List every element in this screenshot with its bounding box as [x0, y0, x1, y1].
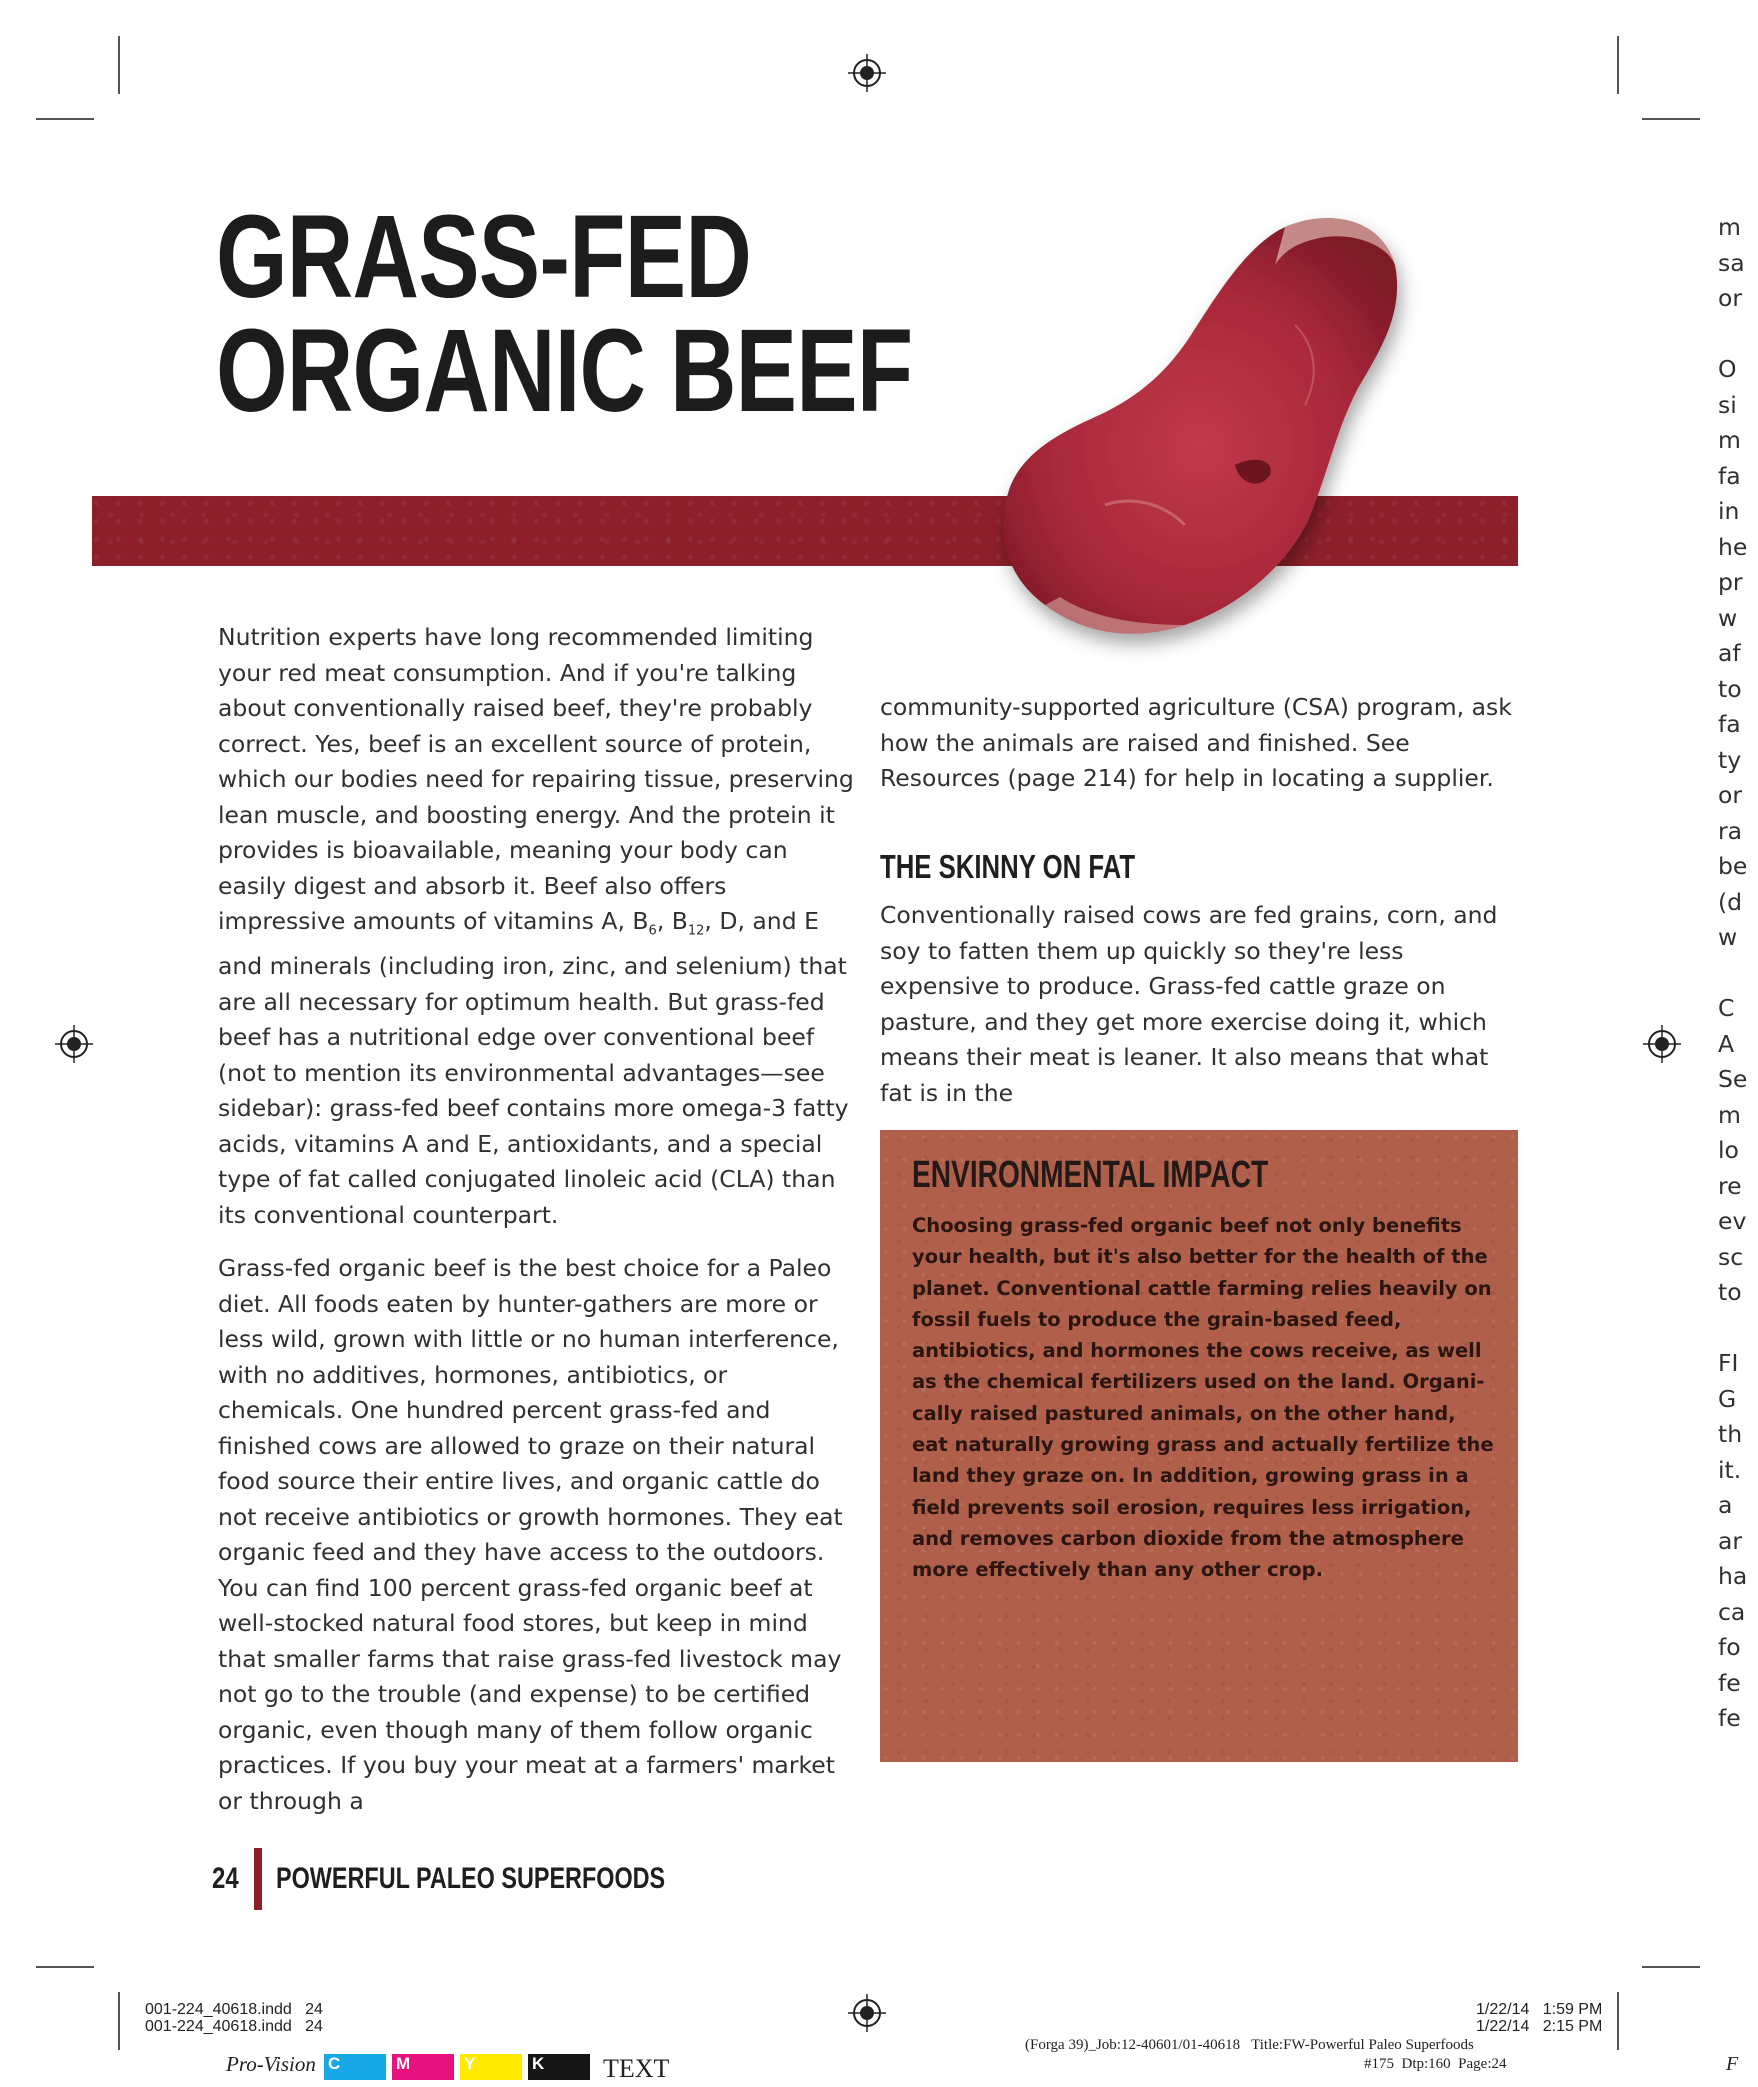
crop-mark [1617, 1992, 1619, 2050]
crop-mark [36, 1966, 94, 1968]
left-column [218, 620, 858, 1819]
crop-mark [1617, 36, 1619, 94]
registration-mark-icon [1643, 1025, 1681, 1063]
crop-mark [1642, 1966, 1700, 1968]
sidebar-text: Choosing grass-fed organic beef not only benefits your health, but it's also better for the health of the planet. Conventional cattle farming relies heavily on fossil fuels to produce the grain-based feed, antibiotics, and hormones the cows receive, as well as the chemical fertilizers used on the land. Organi-cally raised pastured animals, on the other hand, eat naturally growing grass and actually fertilize the land they graze on. In addition, growing grass in a field prevents soil erosion, requires less irrigation, and removes carbon dioxide from the atmosphere more effectively than any other crop. [912, 1214, 1494, 1582]
book-title: POWERFUL PALEO SUPERFOODS [276, 1862, 666, 1895]
folio-divider [254, 1848, 262, 1910]
section-heading: THE SKINNY ON FAT [880, 848, 1136, 885]
title-line-1: GRASS-FED [216, 191, 752, 323]
steak-photo [985, 205, 1425, 655]
subscript: 12 [687, 923, 705, 939]
slug-date-line-2: 1/22/14 2:15 PM [1476, 2018, 1603, 2035]
paragraph: Nutrition experts have long recommended limiting your red meat consumption. And if you're talking about conventionally raised beef, they're probably correct. Yes, beef is an excellent source of protein, which our bodies need for repairing tissue, preserving lean muscle, and boosting energy. And the protein it provides is bioavailable, meaning your body can easily digest and absorb it. Beef also offers impressive amounts of vitamins A, $B_6$, $B_{12}$, D, and E and minerals (including iron, zinc, and selenium) that are all necessary for optimum health. But grass-fed beef has a nutritional edge over conventional beef (not to mention its environmental advantages—see sidebar): grass-fed beef contains more omega-3 fatty acids, vitamins A and E, antioxidants, and a special type of fat called conjugated linoleic acid (CLA) than its conventional counterpart. [218, 623, 854, 1229]
registration-mark-icon [55, 1025, 93, 1063]
adjacent-edge-glyph: F [1726, 2053, 1739, 2075]
adjacent-page-fragment: m sa or O si m fa in he pr w af to fa ty or ra be (d w C A Se m lo re ev sc to FI G th it. a ar ha ca fo fe fe [1718, 213, 1748, 1732]
slug-job-line-1: (Forga 39)_Job:12-40601/01-40618 Title:FW-Powerful Paleo Superfoods [1025, 2037, 1474, 2053]
slug-date-line-1: 1/22/14 1:59 PM [1476, 2001, 1603, 2018]
swatch-yellow: Y [460, 2054, 522, 2080]
crop-mark [118, 1992, 120, 2050]
registration-mark-icon [848, 54, 886, 92]
page-title [216, 191, 913, 437]
slug-file-line-1: 001-224_40618.indd 24 [145, 2001, 323, 2018]
section-text: Conventionally raised cows are fed grains, corn, and soy to fatten them up quickly so they're less expensive to produce. Grass-fed cattle graze on pasture, and they get more exercise doing it, which means their meat is leaner. It also means that what fat is in the [880, 901, 1498, 1107]
text-label: TEXT [603, 2054, 670, 2083]
swatch-magenta: M [392, 2054, 454, 2080]
crop-mark [36, 118, 94, 120]
environmental-impact-sidebar [880, 1130, 1518, 1762]
registration-mark-icon [848, 1994, 886, 2032]
swatch-black: K [528, 2054, 590, 2080]
right-column-continuation: community-supported agriculture (CSA) program, ask how the animals are raised and finished. See Resources (page 214) for help in locating a supplier. [880, 693, 1512, 792]
sidebar-heading: ENVIRONMENTAL IMPACT [912, 1154, 1269, 1196]
subscript: 6 [648, 923, 657, 939]
swatch-cyan: C [324, 2054, 386, 2080]
folio [212, 1848, 775, 1910]
paragraph: Grass-fed organic beef is the best choice for a Paleo diet. All foods eaten by hunter-gathers are more or less wild, grown with little or no human interference, with no additives, hormones, antibiotics, or chemicals. One hundred percent grass-fed and finished cows are allowed to graze on their natural food source their entire lives, and organic cattle do not receive antibiotics or growth hormones. They eat organic feed and they have access to the outdoors. You can find 100 percent grass-fed organic beef at well-stocked natural food stores, but keep in mind that smaller farms that raise grass-fed livestock may not go to the trouble (and expense) to be certified organic, even though many of them follow organic practices. If you buy your meat at a farmers' market or through a [218, 1254, 843, 1815]
slug-job-line-2: #175 Dtp:160 Page:24 [1364, 2056, 1507, 2072]
crop-mark [118, 36, 120, 94]
provision-label: Pro-Vision [226, 2052, 316, 2076]
crop-mark [1642, 118, 1700, 120]
page-number: 24 [212, 1862, 239, 1895]
title-line-2: ORGANIC BEEF [216, 305, 913, 437]
slug-file-line-2: 001-224_40618.indd 24 [145, 2018, 323, 2035]
